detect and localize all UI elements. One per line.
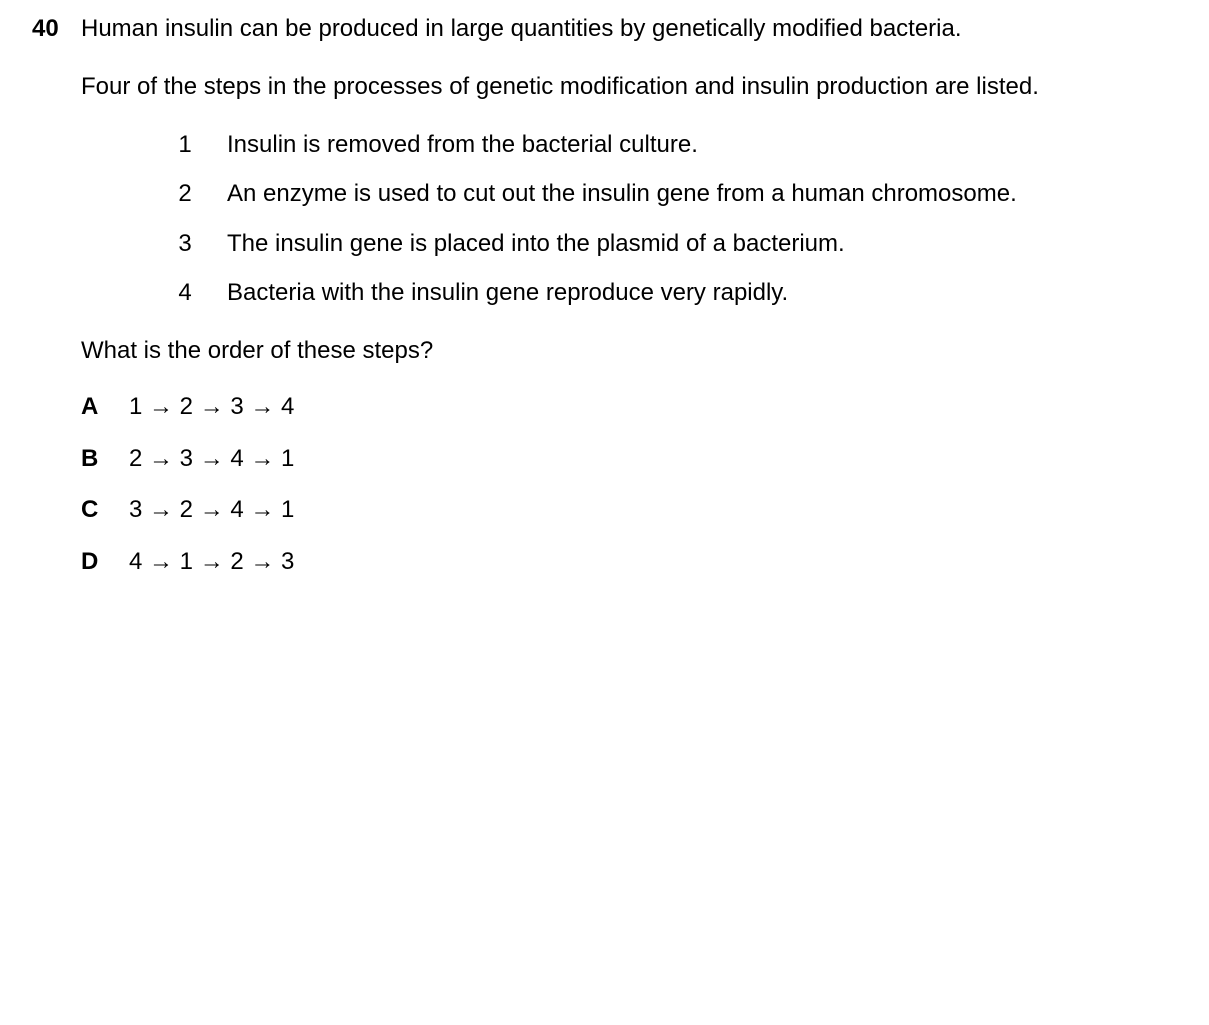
question-intro: Four of the steps in the processes of genetic modification and insulin production are listed. [81,73,1039,100]
option-sequence: 1 → 2 → 3 → 4 [129,393,295,420]
answer-option-b[interactable] [0,444,600,474]
option-sequence: 2 → 3 → 4 → 1 [129,445,295,472]
question-number: 40 [32,15,59,42]
step-text: Insulin is removed from the bacterial culture. [227,131,698,158]
answer-option-d[interactable] [0,547,600,577]
answer-option-c[interactable] [0,495,600,525]
question-stem: Human insulin can be produced in large quantities by genetically modified bacteria. [81,15,962,42]
option-letter: B [81,445,99,472]
option-sequence: 3 → 2 → 4 → 1 [129,496,295,523]
step-number: 2 [178,180,192,207]
question-ask: What is the order of these steps? [81,337,434,364]
step-text: Bacteria with the insulin gene reproduce very rapidly. [227,279,789,306]
option-letter: C [81,496,99,523]
step-number: 1 [178,131,192,158]
step-item [0,179,1209,209]
step-item [0,278,1209,308]
step-number: 3 [178,230,192,257]
option-letter: A [81,393,99,420]
answer-option-a[interactable] [0,392,600,422]
option-sequence: 4 → 1 → 2 → 3 [129,548,295,575]
step-text: The insulin gene is placed into the plasmid of a bacterium. [227,230,845,257]
step-text: An enzyme is used to cut out the insulin gene from a human chromosome. [227,180,1017,207]
option-letter: D [81,548,99,575]
step-item [0,229,1209,259]
step-item [0,130,1209,160]
step-number: 4 [178,279,192,306]
